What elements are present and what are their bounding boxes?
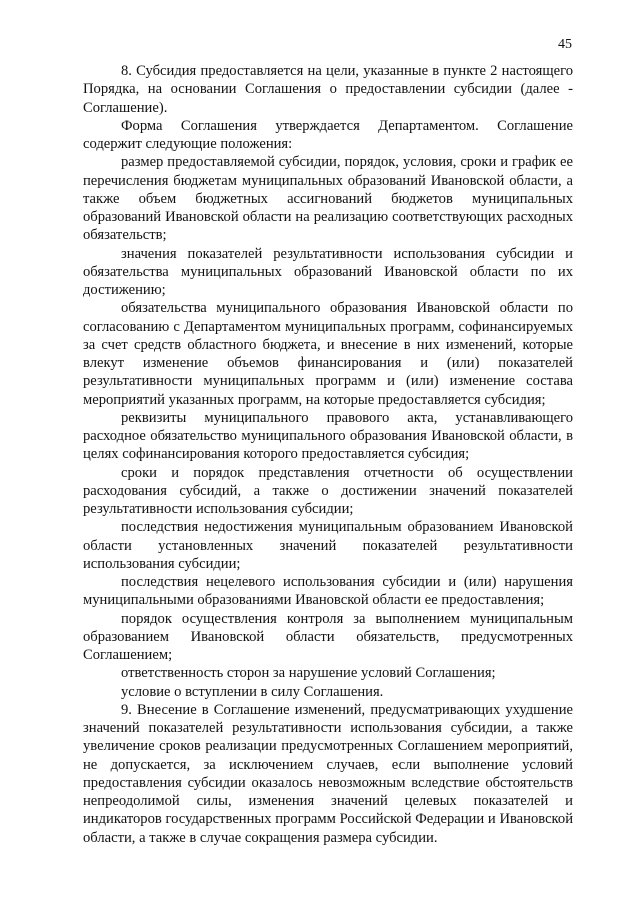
paragraph-legal-act-details: реквизиты муниципального правового акта, устанавливающего расходное обязательство муниципального образования Ивановской области, в целях софинансирования которого предоставляется субсидия; bbox=[83, 409, 573, 463]
paragraph-performance-indicators: значения показателей результативности использования субсидии и обязательства муниципальных образований Ивановской области по их достижению; bbox=[83, 245, 573, 298]
paragraph-misuse-consequences: последствия нецелевого использования субсидии и (или) нарушения муниципальными образованиями Ивановской области ее предоставления; bbox=[83, 574, 573, 609]
paragraph-non-achievement: последствия недостижения муниципальным образованием Ивановской области установленных значений показателей результативности использования субсидии; bbox=[83, 519, 573, 572]
paragraph-control-procedure: порядок осуществления контроля за выполнением муниципальным образованием Ивановской области обязательств, предусмотренных Соглашением; bbox=[83, 610, 573, 663]
paragraph-liability: ответственность сторон за нарушение условий Соглашения; bbox=[121, 665, 496, 682]
page-number: 45 bbox=[558, 37, 572, 52]
paragraph-municipal-obligations: обязательства муниципального образования Ивановской области по согласованию с Департаментом муниципальных программ, софинансируемых за счет средств областного бюджета, и внесение в них изменений, которые влекут изменение объемов финансирования и (или) показателей результативности муниципальных программ и (или) изменение состава мероприятий указанных программ, на которые предоставляется субсидия; bbox=[83, 300, 573, 408]
paragraph-item-8: 8. Субсидия предоставляется на цели, указанные в пункте 2 настоящего Порядка, на основании Соглашения о предоставлении субсидии (далее - Соглашение). bbox=[83, 63, 573, 116]
paragraph-item-9: 9. Внесение в Соглашение изменений, предусматривающих ухудшение значений показателей результативности использования субсидии, а также увеличение сроков реализации предусмотренных Соглашением мероприятий, не допускается, за исключением случаев, если выполнение условий предоставления субсидии оказалось невозможным вследствие обстоятельств непреодолимой силы, изменения значений целевых показателей и индикаторов государственных программ Российской Федерации и Ивановской области, а также в случае сокращения размера субсидии. bbox=[83, 701, 573, 846]
paragraph-agreement-form: Форма Соглашения утверждается Департаментом. Соглашение содержит следующие положения: bbox=[83, 117, 573, 152]
paragraph-entry-into-force: условие о вступлении в силу Соглашения. bbox=[121, 683, 384, 700]
paragraph-reporting-terms: сроки и порядок представления отчетности об осуществлении расходования субсидий, а также о достижении значений показателей результативности использования субсидии; bbox=[83, 464, 573, 517]
paragraph-subsidy-amount: размер предоставляемой субсидии, порядок, условия, сроки и график ее перечисления бюджетам муниципальных образований Ивановской области, а также объем бюджетных ассигнований бюджетов муниципальных образований Ивановской области на реализацию соответствующих расходных обязательств; bbox=[83, 154, 573, 244]
document-body bbox=[83, 62, 573, 847]
